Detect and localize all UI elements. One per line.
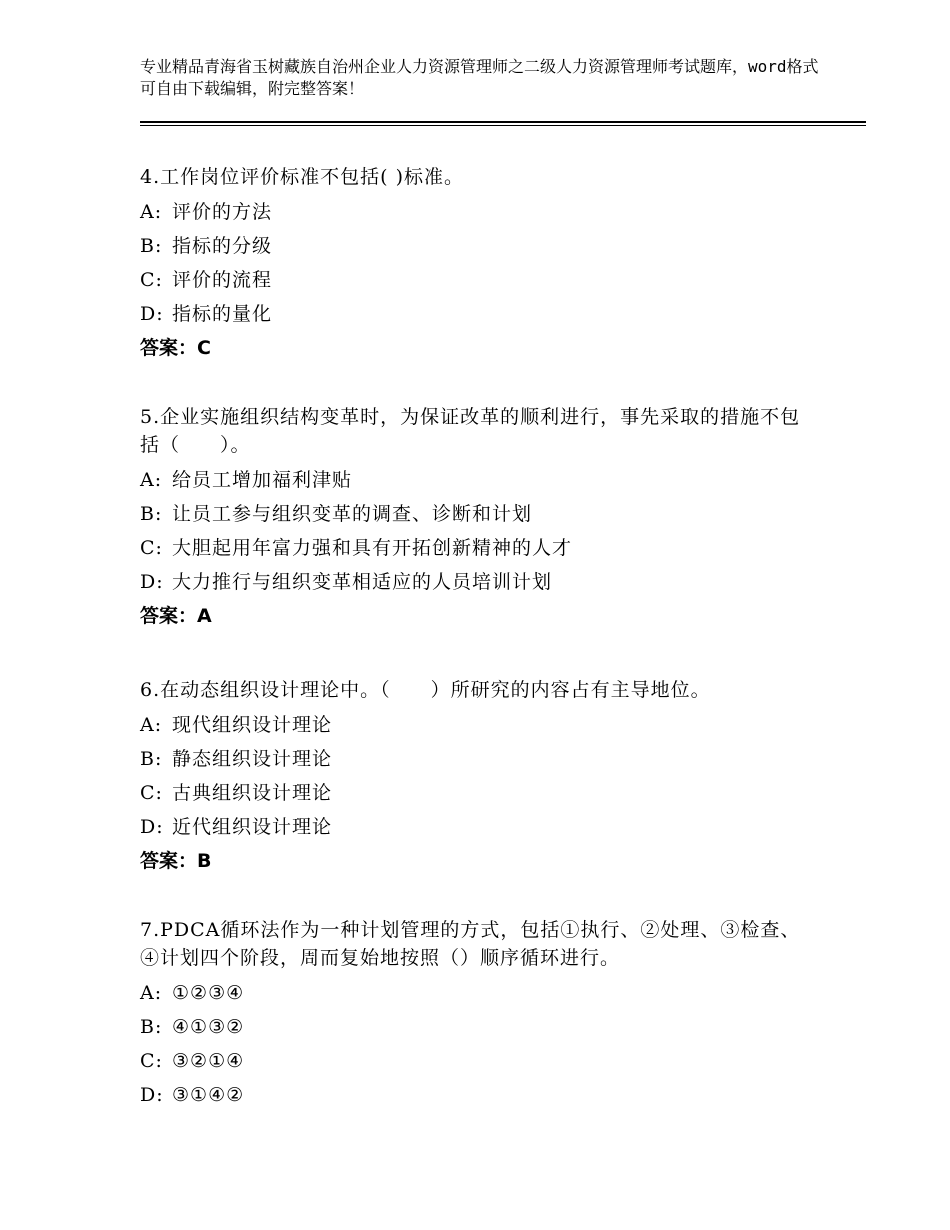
question-7 [140,916,820,1112]
option-b: B: 静态组织设计理论 [140,748,333,770]
option-a: A: 评价的方法 [140,201,273,223]
option-b: B: 让员工参与组织变革的调查、诊断和计划 [140,503,533,525]
question-text: 5.企业实施组织结构变革时，为保证改革的顺利进行，事先采取的措施不包括（ ）。 [140,406,801,456]
option-a: A: 现代组织设计理论 [140,714,333,736]
option-c: C: ③②①④ [140,1050,245,1072]
option-d: D: ③①④② [140,1084,245,1106]
answer-line [140,599,820,633]
option-b: B: ④①③② [140,1016,245,1038]
question-text: 4.工作岗位评价标准不包括( )标准。 [140,166,464,188]
header-divider-thick [140,121,866,123]
document-header: 专业精品青海省玉树藏族自治州企业人力资源管理师之二级人力资源管理师考试题库，word格式可自由下载编辑，附完整答案！ [140,57,819,98]
option-a: A: 给员工增加福利津贴 [140,469,353,491]
question-text: 6.在动态组织设计理论中。（ ）所研究的内容占有主导地位。 [140,679,711,701]
option-b: B: 指标的分级 [140,235,273,257]
option-a: A: ①②③④ [140,982,245,1004]
answer-value: C [197,337,211,359]
answer-label: 答案： [140,337,198,359]
option-c: C: 古典组织设计理论 [140,782,333,804]
answer-label: 答案： [140,850,198,872]
answer-line [140,331,820,365]
question-5 [140,403,820,633]
answer-value: A [197,605,212,627]
option-d: D: 大力推行与组织变革相适应的人员培训计划 [140,571,553,593]
question-text: 7.PDCA循环法作为一种计划管理的方式，包括①执行、②处理、③检查、④计划四个阶段，周而复始地按照（）顺序循环进行。 [140,919,801,969]
answer-line [140,844,820,878]
question-6 [140,676,820,878]
header-divider-thin [140,125,866,126]
option-c: C: 大胆起用年富力强和具有开拓创新精神的人才 [140,537,573,559]
option-c: C: 评价的流程 [140,269,273,291]
option-d: D: 近代组织设计理论 [140,816,333,838]
option-d: D: 指标的量化 [140,303,273,325]
question-4 [140,163,820,365]
answer-label: 答案： [140,605,198,627]
answer-value: B [197,850,212,872]
